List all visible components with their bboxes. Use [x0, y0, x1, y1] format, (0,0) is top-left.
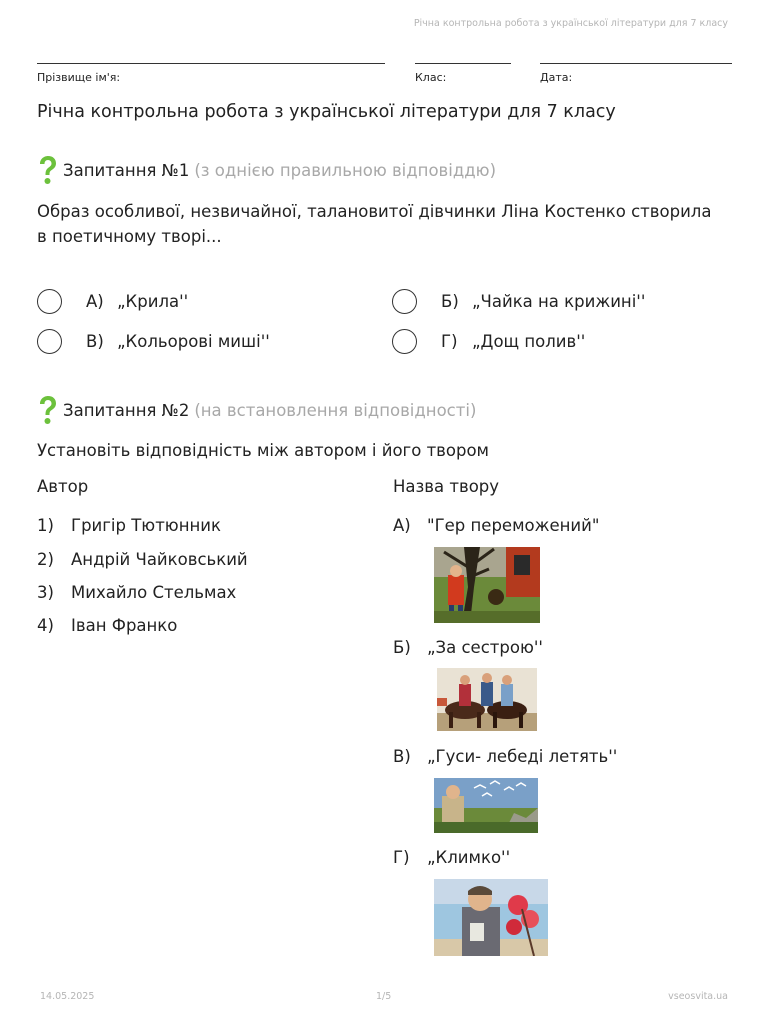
class-label: Клас: [415, 71, 447, 84]
option-letter: Г) [441, 332, 458, 351]
option-text: „Чайка на крижині'' [472, 292, 646, 311]
q1-option-b[interactable] [392, 289, 645, 314]
question-1-text-line-1: Образ особливої, незвичайної, талановитої дівчинки Ліна Костенко створила [37, 202, 712, 221]
question-2-note: (на встановлення відповідності) [194, 400, 477, 420]
option-letter: Б) [441, 292, 459, 311]
author-name: Михайло Стельмах [71, 583, 237, 602]
question-mark-icon [37, 395, 59, 425]
author-name: Андрій Чайковський [71, 550, 248, 569]
work-item-h [393, 848, 510, 867]
work-letter: А) [393, 516, 411, 535]
work-item-v [393, 747, 617, 766]
q1-option-a[interactable] [37, 289, 188, 314]
footer-date: 14.05.2025 [40, 991, 95, 1002]
author-number: 1) [37, 516, 54, 535]
author-name: Іван Франко [71, 616, 178, 635]
question-1-title: Запитання №1 [63, 160, 190, 180]
page-title: Річна контрольна робота з української літератури для 7 класу [37, 102, 616, 122]
option-text: „Кольорові миші'' [117, 332, 270, 351]
footer-site[interactable]: vseosvita.ua [668, 991, 728, 1002]
option-text: „Дощ полив'' [472, 332, 586, 351]
q1-option-v[interactable] [37, 329, 270, 354]
name-line [37, 63, 385, 64]
work-letter: Б) [393, 638, 411, 657]
author-item-1 [37, 516, 221, 535]
question-1-note: (з однією правильною відповіддю) [194, 160, 497, 180]
work-letter: В) [393, 747, 411, 766]
question-2-text: Установіть відповідність між автором і його твором [37, 441, 490, 460]
work-item-b [393, 638, 543, 657]
author-column-header: Автор [37, 477, 89, 496]
author-number: 4) [37, 616, 54, 635]
question-1-text-line-2: в поетичному творі... [37, 227, 222, 246]
running-header: Річна контрольна робота з української літератури для 7 класу [413, 18, 728, 29]
work-title: "Гер переможений" [427, 516, 600, 535]
question-2-title: Запитання №2 [63, 400, 190, 420]
class-line [415, 63, 511, 64]
work-title: „За сестрою'' [427, 638, 543, 657]
author-number: 2) [37, 550, 54, 569]
option-letter: В) [86, 332, 104, 351]
q1-option-h[interactable] [392, 329, 585, 354]
question-1-heading [37, 155, 496, 185]
author-name: Григір Тютюнник [71, 516, 221, 535]
option-letter: А) [86, 292, 104, 311]
footer-page-number: 1/5 [376, 991, 392, 1002]
radio-circle-icon[interactable] [392, 329, 417, 354]
date-line [540, 63, 732, 64]
author-number: 3) [37, 583, 54, 602]
author-item-4 [37, 616, 177, 635]
question-1-text [37, 199, 727, 249]
illustration-klymko [434, 879, 548, 956]
radio-circle-icon[interactable] [392, 289, 417, 314]
date-label: Дата: [540, 71, 573, 84]
radio-circle-icon[interactable] [37, 289, 62, 314]
question-mark-icon [37, 155, 59, 185]
work-item-a [393, 516, 599, 535]
work-title: „Гуси- лебеді летять'' [427, 747, 618, 766]
illustration-ger-peremozhenyi [434, 547, 540, 623]
work-title: „Климко'' [427, 848, 511, 867]
option-text: „Крила'' [117, 292, 189, 311]
illustration-za-sestroiu [437, 668, 537, 731]
illustration-husy-lebedi-letiat [434, 778, 538, 833]
name-label: Прізвище ім'я: [37, 71, 121, 84]
author-item-2 [37, 550, 248, 569]
radio-circle-icon[interactable] [37, 329, 62, 354]
author-item-3 [37, 583, 236, 602]
question-2-heading [37, 395, 476, 425]
work-letter: Г) [393, 848, 410, 867]
work-column-header: Назва твору [393, 477, 500, 496]
